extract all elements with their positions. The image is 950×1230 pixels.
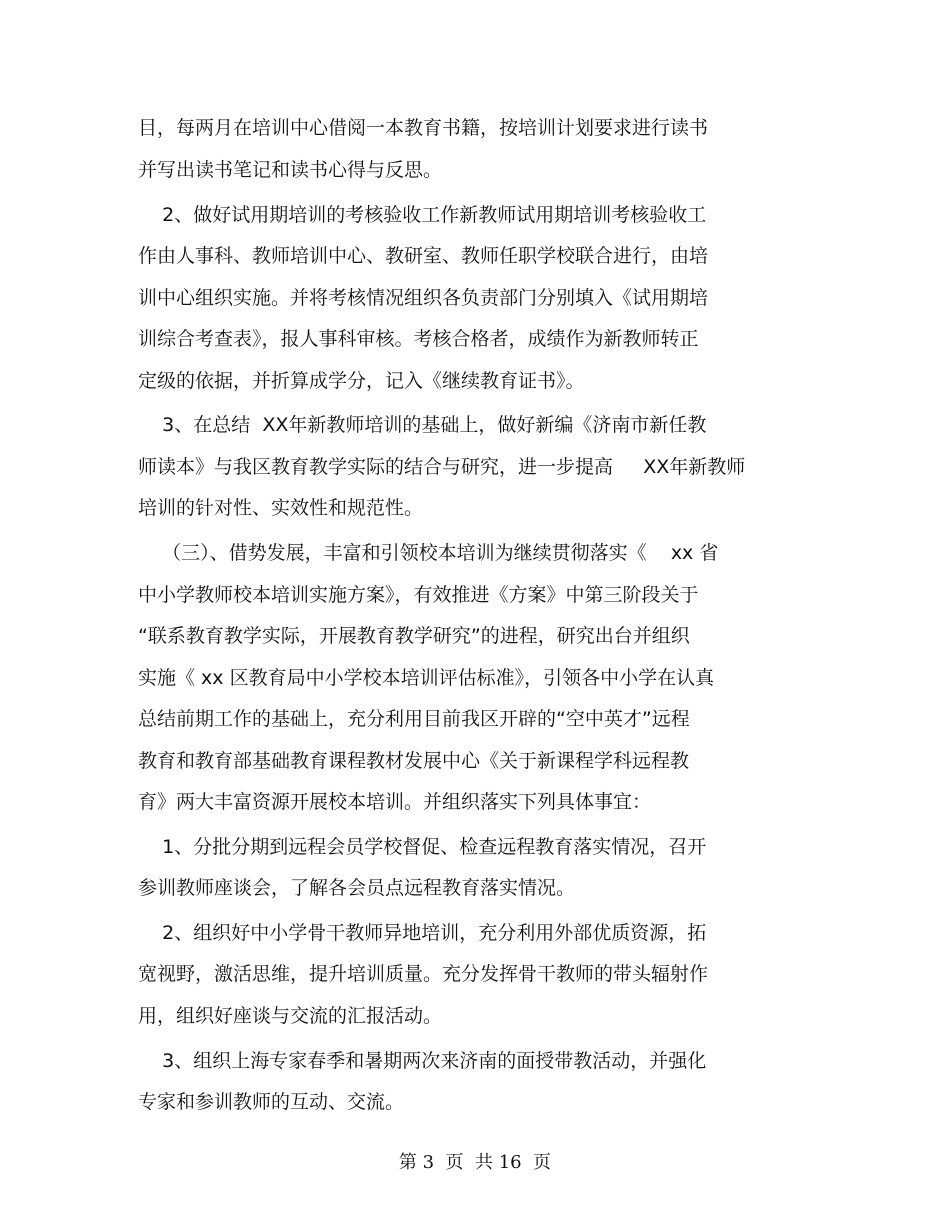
text-line: 1、分批分期到远程会员学校督促、检查远程教育落实情况，召开 xyxy=(138,836,707,858)
text-line: 总结前期工作的基础上，充分利用目前我区开辟的“空中英才”远程 xyxy=(138,708,690,730)
text-line: 定级的依据，并折算成学分，记入《继续教育证书》。 xyxy=(138,370,585,392)
text-line: 育》两大丰富资源开展校本培训。并组织落实下列具体事宜： xyxy=(138,791,652,813)
text-line: 中小学教师校本培训实施方案》，有效推进《方案》中第三阶段关于 xyxy=(138,584,699,606)
text-line: 训综合考查表》，报人事科审核。考核合格者，成绩作为新教师转正 xyxy=(138,328,699,350)
text-line: 并写出读书笔记和读书心得与反思。 xyxy=(138,159,443,181)
text-line: “联系教育教学实际，开展教育教学研究”的进程，研究出台并组织 xyxy=(138,625,690,647)
text-line: 培训的针对性、实效性和规范性。 xyxy=(138,497,424,519)
text-line: 师读本》与我区教育教学实际的结合与研究，进一步提高 XX年新教师 xyxy=(138,456,746,478)
text-line: 宽视野，激活思维，提升培训质量。充分发挥骨干教师的带头辐射作 xyxy=(138,963,709,985)
text-line: 训中心组织实施。并将考核情况组织各负责部门分别填入《试用期培 xyxy=(138,287,709,309)
text-line: 参训教师座谈会，了解各会员点远程教育落实情况。 xyxy=(138,877,576,899)
text-line: 用，组织好座谈与交流的汇报活动。 xyxy=(138,1005,443,1027)
text-line: 2、组织好中小学骨干教师异地培训，充分利用外部优质资源，拓 xyxy=(138,922,707,944)
text-line: （三）、借势发展，丰富和引领校本培训为继续贯彻落实《 xx 省 xyxy=(138,542,719,564)
text-line: 3、在总结 XX年新教师培训的基础上，做好新编《济南市新任教 xyxy=(138,414,707,436)
text-line: 2、做好试用期培训的考核验收工作新教师试用期培训考核验收工 xyxy=(138,204,707,226)
text-line: 专家和参训教师的互动、交流。 xyxy=(138,1091,405,1113)
text-line: 作由人事科、教师培训中心、教研室、教师任职学校联合进行，由培 xyxy=(138,245,709,267)
text-line: 实施《 xx 区教育局中小学校本培训评估标准》，引领各中小学在认真 xyxy=(138,667,715,689)
page-number-footer: 第 3 页 共 16 页 xyxy=(398,1152,552,1173)
text-line: 目，每两月在培训中心借阅一本教育书籍，按培训计划要求进行读书 xyxy=(138,117,709,139)
text-line: 3、组织上海专家春季和暑期两次来济南的面授带教活动，并强化 xyxy=(138,1050,707,1072)
text-line: 教育和教育部基础教育课程教材发展中心《关于新课程学科远程教 xyxy=(138,750,690,772)
